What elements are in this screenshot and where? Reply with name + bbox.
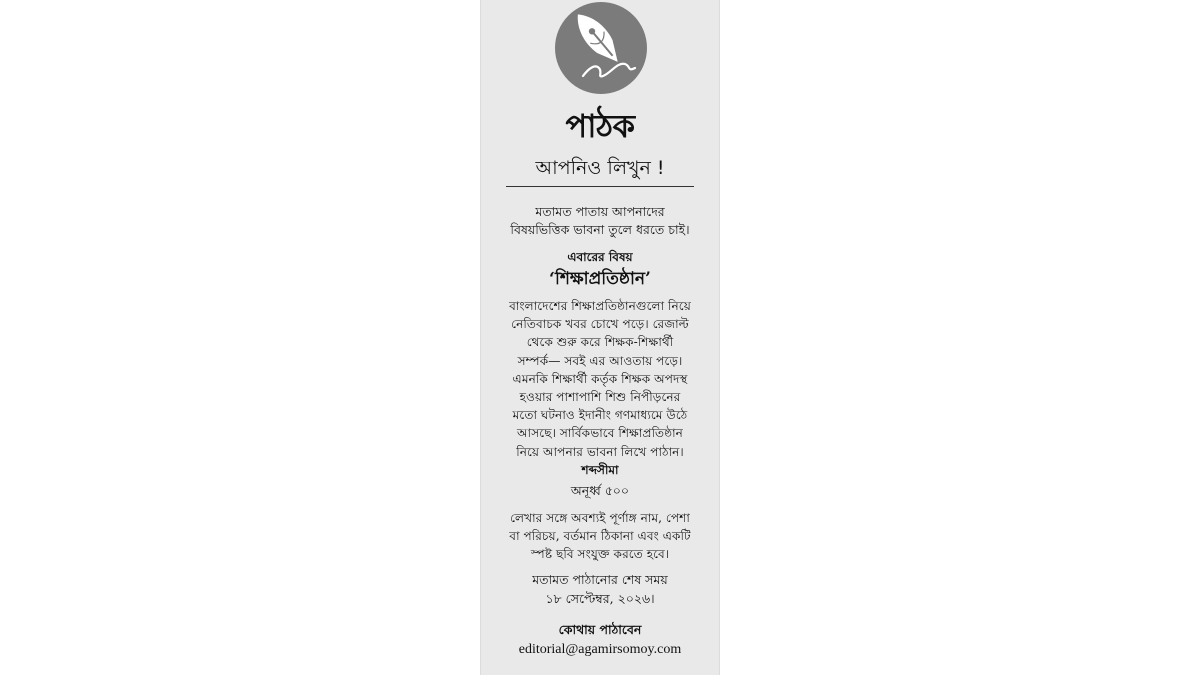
deadline-date: ১৮ সেপ্টেম্বর, ২০২৬। bbox=[545, 590, 655, 606]
topic-label: এবারের বিষয় bbox=[567, 250, 633, 264]
divider bbox=[506, 186, 694, 187]
requirements-text bbox=[481, 509, 719, 564]
body-line: আসছে। সার্বিকভাবে শিক্ষাপ্রতিষ্ঠান bbox=[517, 426, 683, 441]
body-line: থেকে শুরু করে শিক্ষক-শিক্ষার্থী bbox=[526, 335, 674, 350]
deadline-line: মতামত পাঠানোর শেষ সময় bbox=[532, 572, 668, 587]
contact-email: editorial@agamirsomoy.com bbox=[518, 642, 682, 657]
fountain-pen-nib-icon bbox=[555, 2, 647, 94]
topic-name: ‘শিক্ষাপ্রতিষ্ঠান’ bbox=[549, 269, 651, 289]
body-line: নিয়ে আপনার ভাবনা লিখে পাঠান। bbox=[516, 444, 684, 459]
deadline-text bbox=[481, 571, 719, 608]
requirements-line: লেখার সঙ্গে অবশ্যই পূর্ণাঙ্গ নাম, পেশা bbox=[510, 511, 690, 525]
page-title: পাঠক bbox=[565, 107, 635, 145]
body-line: নেতিবাচক খবর চোখে পড়ে। রেজাল্ট bbox=[511, 317, 689, 332]
body-line: মতো ঘটনাও ইদানীং গণমাধ্যমে উঠে bbox=[512, 408, 688, 423]
subtitle: আপনিও লিখুন ! bbox=[535, 157, 665, 179]
intro-line: বিষয়ভিত্তিক ভাবনা তুলে ধরতে চাই। bbox=[510, 222, 690, 237]
contact-label: কোথায় পাঠাবেন bbox=[558, 622, 642, 637]
body-text bbox=[481, 297, 719, 461]
body-line: সম্পর্ক— সবই এর আওতায় পড়ে। bbox=[517, 353, 683, 368]
body-line: বাংলাদেশের শিক্ষাপ্রতিষ্ঠানগুলো নিয়ে bbox=[509, 299, 691, 313]
body-line: হওয়ার পাশাপাশি শিশু নিপীড়নের bbox=[519, 390, 681, 405]
reader-call-panel bbox=[480, 0, 720, 675]
requirements-line: স্পষ্ট ছবি সংযুক্ত করতে হবে। bbox=[530, 547, 670, 562]
requirements-line: বা পরিচয়, বর্তমান ঠিকানা এবং একটি bbox=[509, 529, 691, 544]
intro-text bbox=[481, 203, 719, 239]
intro-line: মতামত পাতায় আপনাদের bbox=[535, 204, 665, 219]
body-line: এমনকি শিক্ষার্থী কর্তৃক শিক্ষক অপদস্থ bbox=[512, 371, 688, 386]
word-limit-value: অনূর্ধ্ব ৫০০ bbox=[570, 483, 630, 498]
word-limit-label: শব্দসীমা bbox=[581, 463, 619, 477]
